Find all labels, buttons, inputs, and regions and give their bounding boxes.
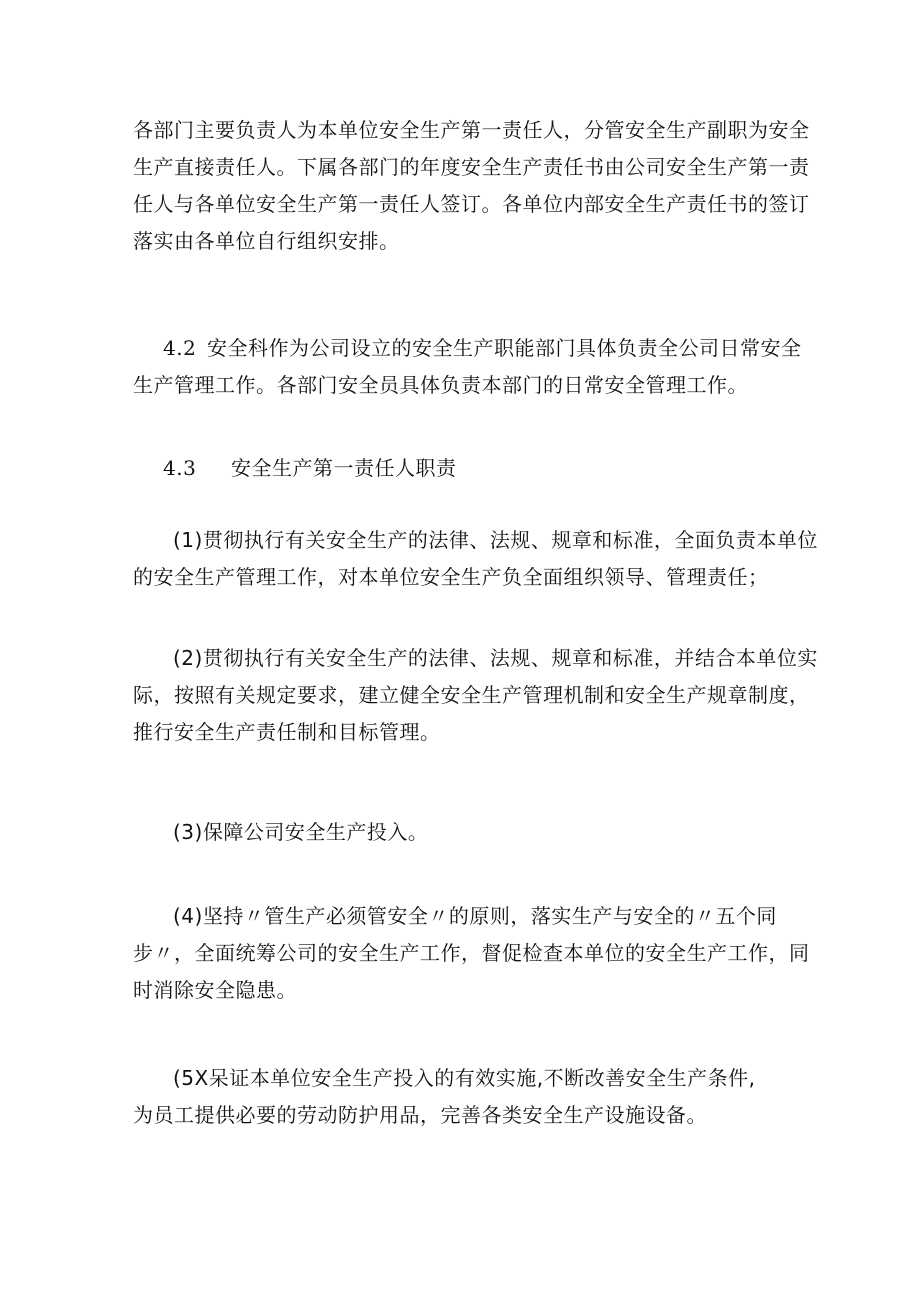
text-line: 的安全生产管理工作，对本单位安全生产负全面组织领导、管理责任； [133, 565, 769, 589]
paragraph-4-2 [133, 330, 802, 404]
text-line: 为员工提供必要的劳动防护用品，完善各类安全生产设施设备。 [133, 1103, 707, 1127]
paragraph-responsibility-intro [133, 112, 810, 260]
text-line: (5X呆证本单位安全生产投入的有效实施,不断改善安全生产条件, [173, 1066, 756, 1090]
heading-text: 安全生产第一责任人职责 [231, 456, 457, 480]
text-line: 落实由各单位自行组织安排。 [133, 229, 400, 253]
text-line: 际，按照有关规定要求，建立健全安全生产管理机制和安全生产规章制度， [133, 683, 810, 707]
text-line: 生产管理工作。各部门安全员具体负责本部门的日常安全管理工作。 [133, 373, 748, 397]
list-item-2 [133, 640, 818, 751]
text-line: (4)坚持〃管生产必须管安全〃的原则，落实生产与安全的〃五个同 [173, 904, 777, 928]
text-line [133, 450, 793, 487]
list-item-1 [133, 522, 818, 596]
text-line: 推行安全生产责任制和目标管理。 [133, 720, 441, 744]
list-item-4 [133, 898, 810, 1009]
text-line [133, 330, 802, 367]
section-heading-4-3 [133, 450, 793, 487]
text-line: 各部门主要负责人为本单位安全生产第一责任人，分管安全生产副职为安全 [133, 118, 810, 142]
section-number: 4.2 [163, 336, 197, 360]
list-item-5 [133, 1060, 793, 1134]
text-line: 生产直接责任人。下属各部门的年度安全生产责任书由公司安全生产第一责 [133, 155, 810, 179]
text-line: (3)保障公司安全生产投入。 [173, 820, 429, 844]
text-line: 任人与各单位安全生产第一责任人签订。各单位内部安全生产责任书的签订 [133, 192, 810, 216]
list-item-3 [133, 814, 793, 851]
section-number: 4.3 [163, 456, 197, 480]
text-line: (2)贯彻执行有关安全生产的法律、法规、规章和标准，并结合本单位实 [173, 646, 818, 670]
text-line: 步〃，全面统筹公司的安全生产工作，督促检查本单位的安全生产工作，同 [133, 941, 810, 965]
text-line: 时消除安全隐患。 [133, 978, 297, 1002]
text-line: (1)贯彻执行有关安全生产的法律、法规、规章和标准，全面负责本单位 [173, 528, 818, 552]
text-segment: 安全科作为公司设立的安全生产职能部门具体负责全公司日常安全 [207, 336, 802, 360]
